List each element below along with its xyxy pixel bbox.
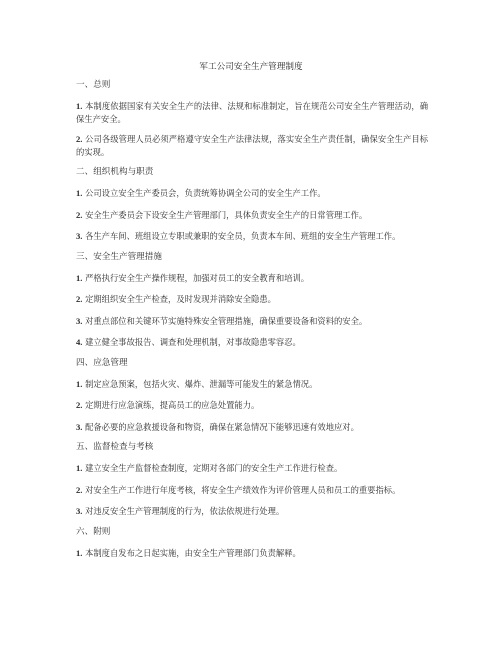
section-heading-organization: 二、组织机构与职责 — [76, 167, 154, 177]
document-title: 军工公司安全生产管理制度 — [199, 62, 303, 72]
item-number: 4. — [76, 337, 83, 347]
item-text: 各生产车间、班组设立专职或兼职的安全员，负责本车间、班组的安全生产管理工作。 — [82, 231, 401, 241]
item-text: 定期组织安全生产检查，及时发现并消除安全隐患。 — [82, 294, 276, 304]
item-text: 建立安全生产监督检查制度，定期对各部门的安全生产工作进行检查。 — [82, 463, 343, 473]
item-text: 对安全生产工作进行年度考核，将安全生产绩效作为评价管理人员和员工的重要指标。 — [82, 484, 401, 495]
item-text: 对违反安全生产管理制度的行为，依法依规进行处理。 — [82, 506, 285, 516]
item-text: 本制度自发布之日起实施，由安全生产管理部门负责解释。 — [82, 547, 301, 558]
paragraph — [76, 421, 428, 434]
paragraph — [76, 336, 428, 349]
section-heading-appendix: 六、附则 — [76, 526, 111, 537]
paragraph — [76, 462, 428, 475]
item-number: 2. — [76, 294, 83, 304]
item-number: 1. — [76, 188, 83, 198]
item-text: 制定应急预案，包括火灾、爆炸、泄漏等可能发生的紧急情况。 — [82, 378, 318, 389]
item-text: 安全生产委员会下设安全生产管理部门，具体负责安全生产的日常管理工作。 — [82, 209, 368, 220]
item-text: 对重点部位和关键环节实施特殊安全管理措施，确保重要设备和资料的安全。 — [82, 315, 368, 326]
item-number: 1. — [76, 101, 83, 111]
item-number: 2. — [76, 484, 83, 495]
item-text: 公司设立安全生产委员会，负责统筹协调全公司的安全生产工作。 — [82, 188, 326, 198]
item-number: 2. — [76, 209, 83, 220]
item-number: 2. — [76, 134, 83, 144]
paragraph — [76, 378, 428, 391]
item-number: 1. — [76, 463, 83, 473]
item-number: 3. — [76, 231, 83, 241]
paragraph — [76, 547, 428, 560]
item-number: 1. — [76, 547, 83, 558]
item-number: 3. — [76, 421, 83, 432]
item-text: 配备必要的应急救援设备和物资，确保在紧急情况下能够迅速有效地应对。 — [82, 421, 359, 432]
document-body — [76, 79, 428, 559]
item-text: 严格执行安全生产操作规程，加强对员工的安全教育和培训。 — [82, 272, 310, 283]
item-text: 建立健全事故报告、调查和处理机制，对事故隐患零容忍。 — [82, 337, 301, 347]
paragraph — [76, 399, 428, 412]
paragraph — [76, 315, 428, 328]
paragraph — [76, 133, 428, 158]
paragraph — [76, 100, 428, 125]
item-number: 2. — [76, 400, 83, 410]
section-heading-general: 一、总则 — [76, 80, 111, 90]
section-heading-measures: 三、安全生产管理措施 — [76, 251, 162, 262]
paragraph — [76, 187, 428, 200]
paragraph — [76, 484, 428, 497]
item-number: 1. — [76, 272, 83, 283]
paragraph — [76, 293, 428, 306]
section-heading-emergency: 四、应急管理 — [76, 357, 128, 368]
item-number: 1. — [76, 378, 83, 389]
paragraph — [76, 505, 428, 518]
paragraph — [76, 230, 428, 243]
item-number: 3. — [76, 506, 83, 516]
item-number: 3. — [76, 315, 83, 326]
paragraph — [76, 209, 428, 222]
item-text: 本制度依据国家有关安全生产的法律、法规和标准制定，旨在规范公司安全生产管理活动，确保生产安全。 — [76, 101, 428, 124]
item-text: 公司各级管理人员必须严格遵守安全生产法律法规，落实安全生产责任制，确保安全生产目标的实现。 — [76, 134, 428, 157]
section-heading-supervision: 五、监督检查与考核 — [76, 442, 154, 452]
item-text: 定期进行应急演练，提高员工的应急处置能力。 — [82, 400, 260, 410]
paragraph — [76, 272, 428, 285]
